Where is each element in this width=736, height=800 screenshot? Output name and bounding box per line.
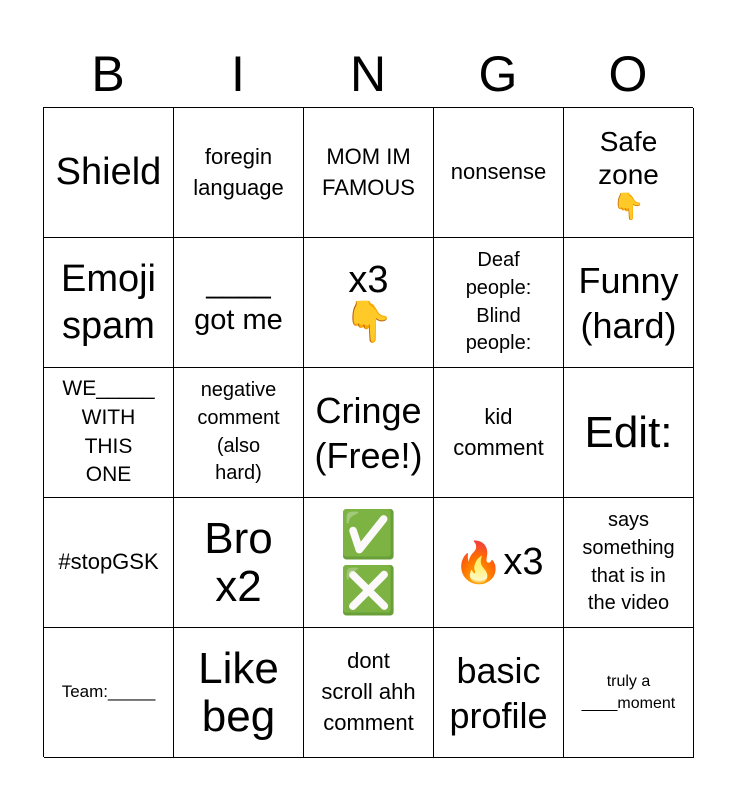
bingo-cell-dont-scroll[interactable] xyxy=(304,628,434,758)
bingo-cell-x3-pointing[interactable] xyxy=(304,238,434,368)
header-letter-i: I xyxy=(231,46,245,102)
bingo-cell-safe-zone[interactable] xyxy=(564,108,694,238)
bingo-cell-truly-a-moment[interactable] xyxy=(564,628,694,758)
cell-label: Deaf people: Blind people: xyxy=(465,249,532,355)
cross-mark-icon: ❎ xyxy=(339,563,398,616)
cell-label: #stopGSK xyxy=(58,549,159,575)
bingo-card xyxy=(43,107,693,757)
fire-icon: 🔥 xyxy=(453,541,504,585)
bingo-cell-team[interactable] xyxy=(44,628,174,758)
cell-label: Edit: xyxy=(584,407,673,457)
bingo-cell-shield[interactable] xyxy=(44,108,174,238)
bingo-cell-emoji-spam[interactable] xyxy=(44,238,174,368)
bingo-cell-kid-comment[interactable] xyxy=(434,368,564,498)
cell-label: x3 xyxy=(348,258,389,301)
cell-label: Funny (hard) xyxy=(578,259,679,346)
cell-label: basic profile xyxy=(449,649,548,736)
header-letter-o: O xyxy=(608,46,648,102)
cell-label: Shield xyxy=(55,151,162,194)
cell-label: Team:_____ xyxy=(61,682,156,702)
bingo-cell-negative-comment[interactable] xyxy=(174,368,304,498)
cell-label: ____ got me xyxy=(194,268,283,336)
cell-label: WE_____ WITH THIS ONE xyxy=(62,377,155,487)
cell-label: Emoji spam xyxy=(60,258,157,347)
bingo-cell-fire-x3[interactable] xyxy=(434,498,564,628)
cell-label: truly a ____moment xyxy=(581,672,676,712)
pointing-down-icon: 👇 xyxy=(612,190,645,221)
bingo-cell-stopgsk[interactable] xyxy=(44,498,174,628)
bingo-cell-bro-x2[interactable] xyxy=(174,498,304,628)
bingo-cell-funny-hard[interactable] xyxy=(564,238,694,368)
bingo-cell-mom-im-famous[interactable] xyxy=(304,108,434,238)
bingo-cell-we-with-this-one[interactable] xyxy=(44,368,174,498)
header-letter-g: G xyxy=(478,46,518,102)
cell-label: Safe zone xyxy=(598,125,659,191)
bingo-header xyxy=(43,40,693,108)
bingo-cell-nonsense[interactable] xyxy=(434,108,564,238)
cell-label: foregin language xyxy=(193,143,284,200)
bingo-cell-edit[interactable] xyxy=(564,368,694,498)
cell-label: Like beg xyxy=(198,643,279,741)
cell-label: nonsense xyxy=(450,159,547,185)
cell-label: MOM IM FAMOUS xyxy=(322,143,415,200)
cell-label: Bro x2 xyxy=(204,513,273,611)
bingo-cell-basic-profile[interactable] xyxy=(434,628,564,758)
bingo-cell-foreign-language[interactable] xyxy=(174,108,304,238)
bingo-cell-like-beg[interactable] xyxy=(174,628,304,758)
cell-label: x3 xyxy=(503,541,544,584)
bingo-cell-check-cross[interactable] xyxy=(304,498,434,628)
cell-label: Cringe (Free!) xyxy=(314,389,423,476)
bingo-cell-deaf-blind-people[interactable] xyxy=(434,238,564,368)
header-letter-b: B xyxy=(91,46,125,102)
check-mark-icon: ✅ xyxy=(339,508,398,561)
cell-label: says something that is in the video xyxy=(582,509,675,615)
pointing-down-icon: 👇 xyxy=(343,300,394,345)
bingo-cell-says-something[interactable] xyxy=(564,498,694,628)
cell-label: kid comment xyxy=(453,403,544,460)
cell-label: negative comment (also hard) xyxy=(197,379,280,485)
bingo-cell-got-me[interactable] xyxy=(174,238,304,368)
bingo-cell-cringe-free[interactable] xyxy=(304,368,434,498)
header-letter-n: N xyxy=(349,46,387,102)
cell-label: dont scroll ahh comment xyxy=(321,648,416,735)
